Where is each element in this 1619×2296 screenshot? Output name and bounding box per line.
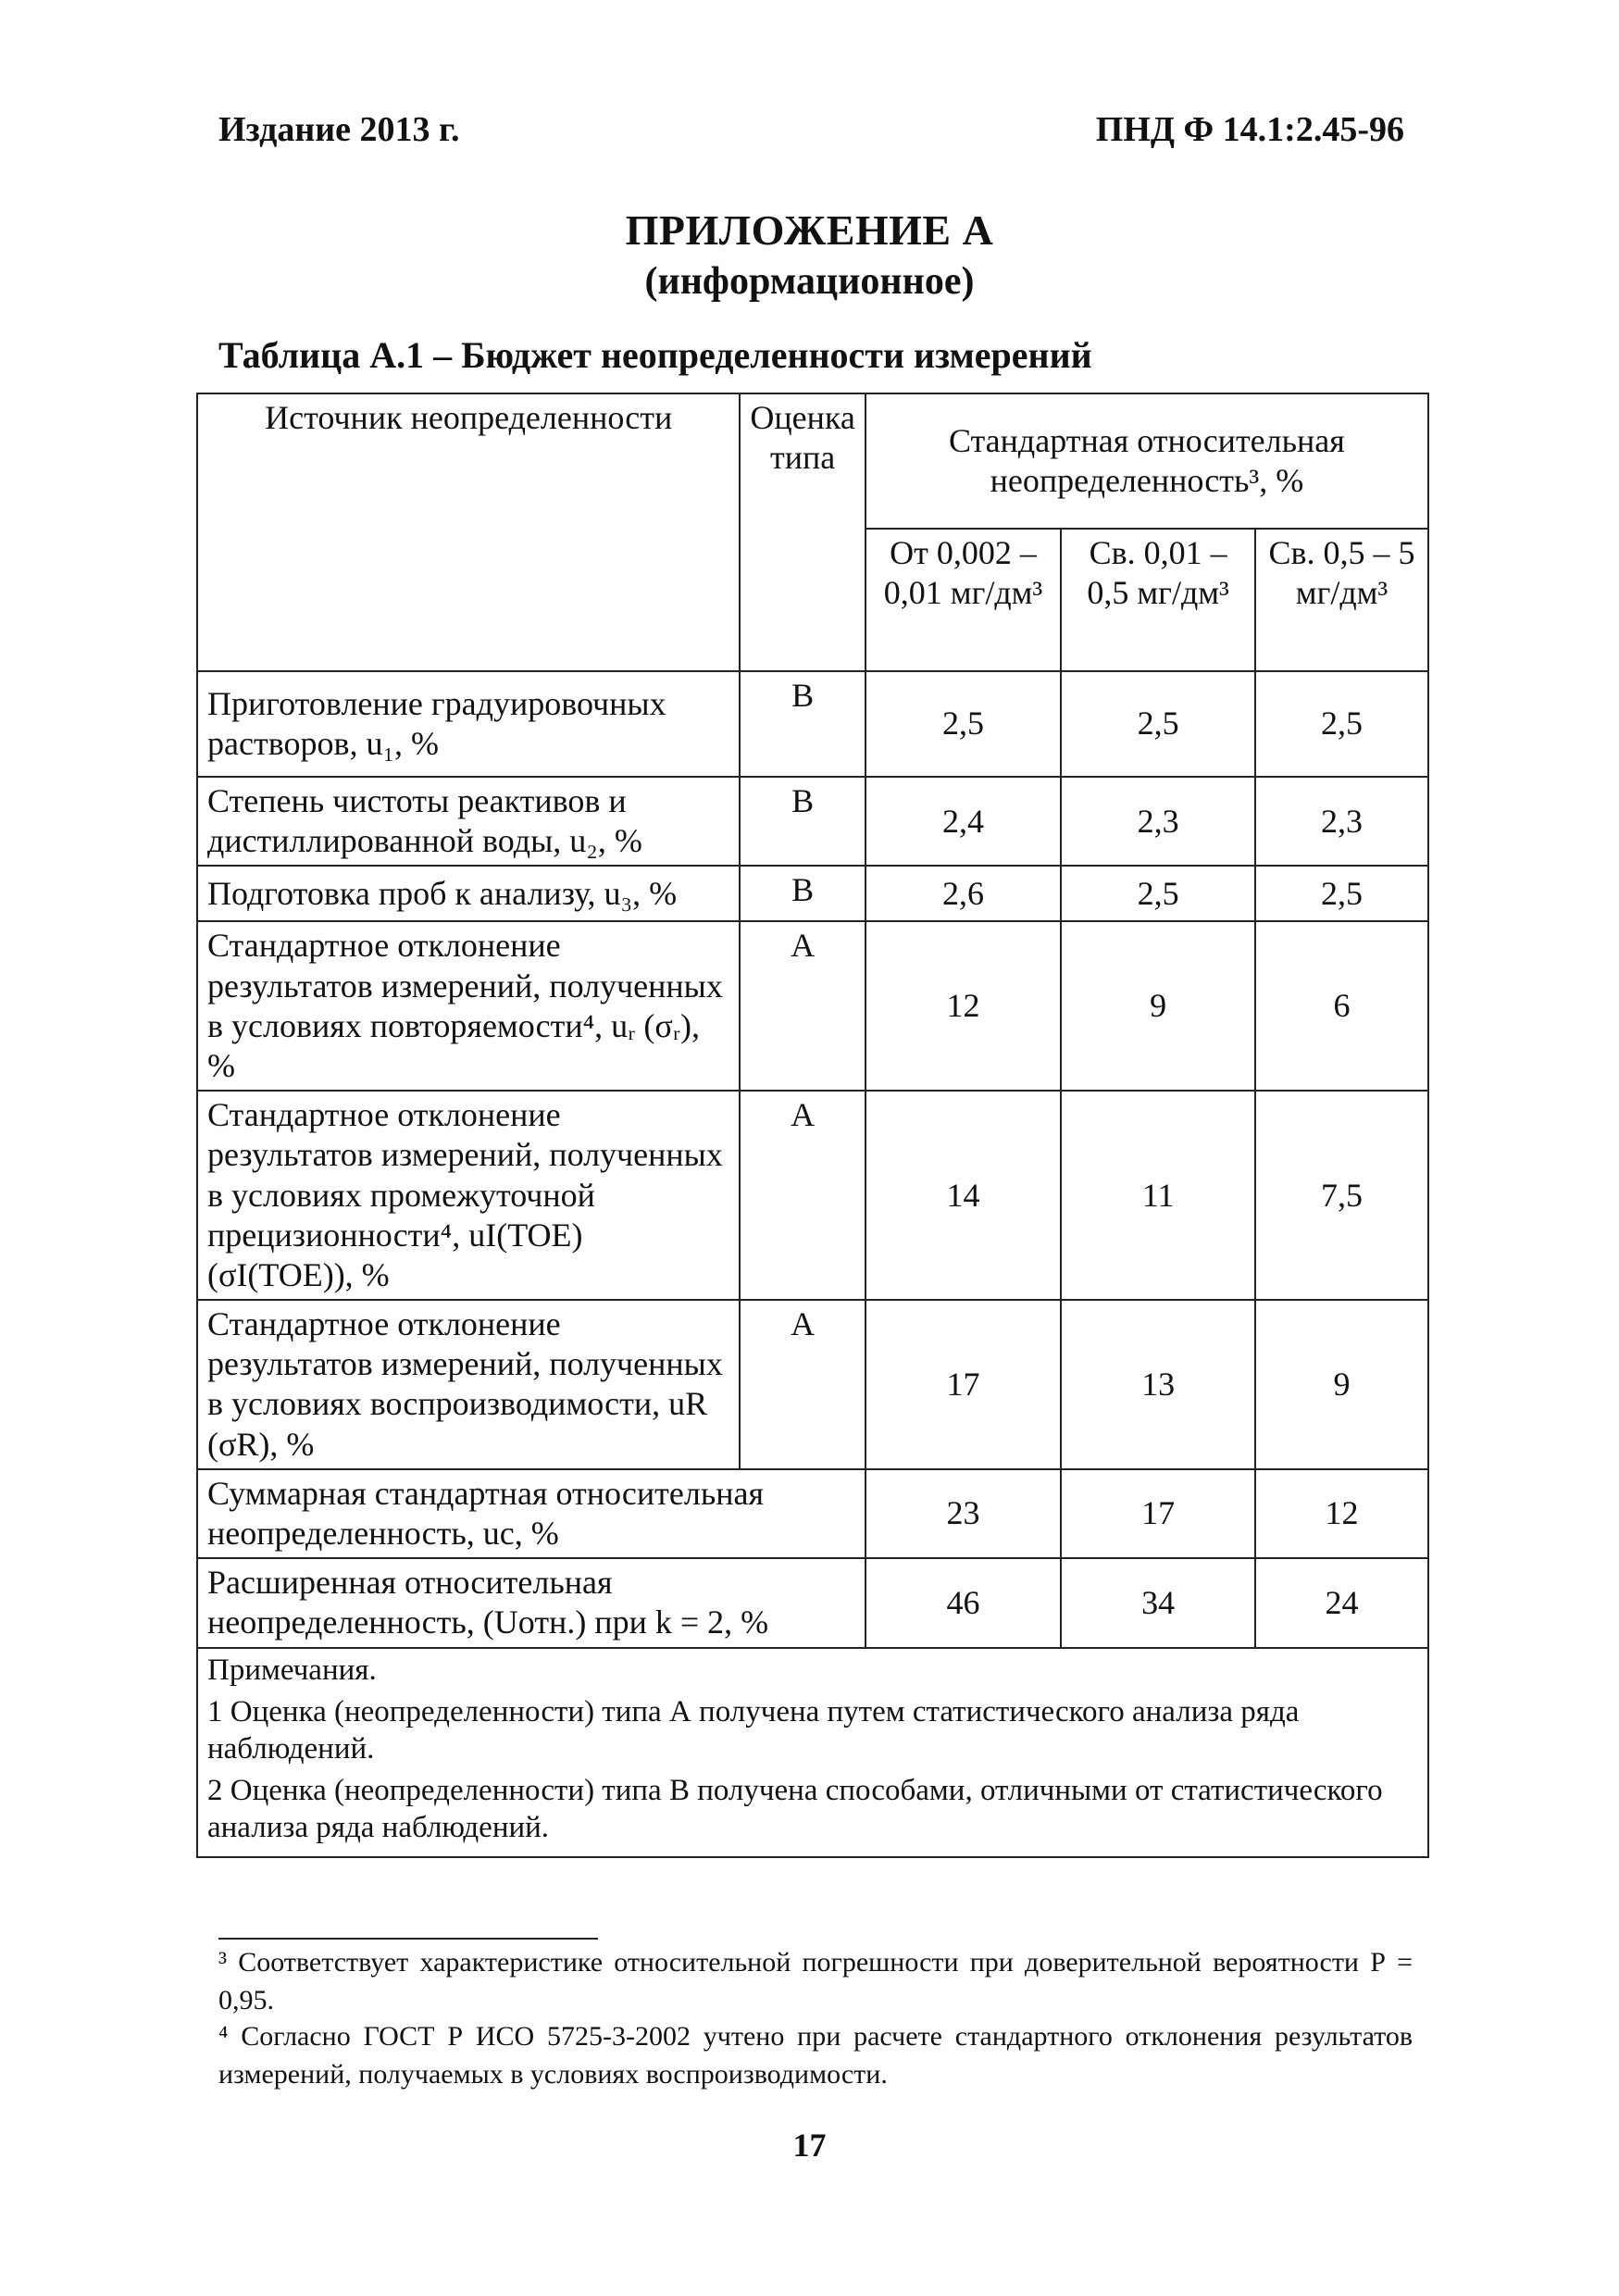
header-type: Оценка типа bbox=[740, 393, 865, 671]
range-header-2: Св. 0,01 – 0,5 мг/дм³ bbox=[1061, 529, 1255, 671]
appendix-title: ПРИЛОЖЕНИЕ А bbox=[625, 206, 994, 254]
table-row bbox=[197, 777, 1428, 866]
summary-row bbox=[197, 1469, 1428, 1558]
summary-value: 34 bbox=[1061, 1558, 1255, 1647]
table-header-row bbox=[197, 393, 1428, 529]
row-source: Стандартное отклонение результатов измерений, полученных в условиях повторяемости⁴, uᵣ (σᵣ), % bbox=[197, 921, 740, 1091]
row-value: 2,5 bbox=[1255, 671, 1428, 777]
row-type: А bbox=[740, 1091, 865, 1300]
table-row bbox=[197, 1091, 1428, 1300]
range-header-3: Св. 0,5 – 5 мг/дм³ bbox=[1255, 529, 1428, 671]
row-type: В bbox=[740, 671, 865, 777]
row-source: Степень чистоты реактивов и дистиллированной воды, u₂, % bbox=[197, 777, 740, 866]
row-value: 7,5 bbox=[1255, 1091, 1428, 1300]
row-value: 6 bbox=[1255, 921, 1428, 1091]
row-value: 2,4 bbox=[866, 777, 1061, 866]
row-type: В bbox=[740, 866, 865, 921]
page-number: 17 bbox=[792, 2127, 827, 2164]
range-header-1: От 0,002 – 0,01 мг/дм³ bbox=[866, 529, 1061, 671]
summary-value: 23 bbox=[866, 1469, 1061, 1558]
document-code: ПНД Ф 14.1:2.45-96 bbox=[1095, 110, 1404, 149]
row-source: Приготовление градуировочных растворов, u₁, % bbox=[197, 671, 740, 777]
summary-value: 46 bbox=[866, 1558, 1061, 1647]
row-type: А bbox=[740, 1300, 865, 1469]
row-value: 13 bbox=[1061, 1300, 1255, 1469]
row-type: А bbox=[740, 921, 865, 1091]
row-value: 12 bbox=[866, 921, 1061, 1091]
footnote-3: ³ Соответствует характеристике относительной погрешности при доверительной вероятности Р = 0,95. bbox=[218, 1947, 1413, 2015]
row-value: 2,5 bbox=[1255, 866, 1428, 921]
footnote-4: ⁴ Согласно ГОСТ Р ИСО 5725-3-2002 учтено при расчете стандартного отклонения результатов измерений, получаемых в условиях воспроизводимости. bbox=[218, 2021, 1413, 2090]
summary-value: 17 bbox=[1061, 1469, 1255, 1558]
summary-source: Суммарная стандартная относительная неопределенность, uc, % bbox=[197, 1469, 866, 1558]
note-item: 1 Оценка (неопределенности) типа А получена путем статистического анализа ряда наблюдений. bbox=[207, 1695, 1300, 1766]
row-value: 2,5 bbox=[1061, 866, 1255, 921]
summary-value: 24 bbox=[1255, 1558, 1428, 1647]
summary-value: 12 bbox=[1255, 1469, 1428, 1558]
row-source: Стандартное отклонение результатов измерений, полученных в условиях воспроизводимости, uR (σR), % bbox=[197, 1300, 740, 1469]
table-caption: Таблица А.1 – Бюджет неопределенности измерений bbox=[218, 334, 1092, 376]
summary-row bbox=[197, 1558, 1428, 1647]
row-value: 2,5 bbox=[1061, 671, 1255, 777]
note-item: 2 Оценка (неопределенности) типа В получена способами, отличными от статистического анализа ряда наблюдений. bbox=[207, 1774, 1383, 1844]
table-row bbox=[197, 1300, 1428, 1469]
row-value: 2,3 bbox=[1255, 777, 1428, 866]
edition-label: Издание 2013 г. bbox=[218, 110, 460, 149]
row-value: 9 bbox=[1255, 1300, 1428, 1469]
row-value: 2,5 bbox=[866, 671, 1061, 777]
row-type: В bbox=[740, 777, 865, 866]
table-row bbox=[197, 921, 1428, 1091]
row-source: Стандартное отклонение результатов измерений, полученных в условиях промежуточной прецизионности⁴, uI(TOE) (σI(TOE)), % bbox=[197, 1091, 740, 1300]
table-notes bbox=[197, 1648, 1428, 1857]
header-source: Источник неопределенности bbox=[197, 393, 740, 671]
row-value: 11 bbox=[1061, 1091, 1255, 1300]
appendix-subtitle: (информационное) bbox=[644, 260, 975, 303]
row-value: 9 bbox=[1061, 921, 1255, 1091]
row-value: 2,6 bbox=[866, 866, 1061, 921]
footnote-separator bbox=[218, 1938, 598, 1940]
summary-source: Расширенная относительная неопределенность, (Uотн.) при k = 2, % bbox=[197, 1558, 866, 1647]
notes-row bbox=[197, 1648, 1428, 1857]
header-standard-uncertainty: Стандартная относительная неопределенность³, % bbox=[866, 393, 1428, 529]
row-value: 14 bbox=[866, 1091, 1061, 1300]
uncertainty-budget-table bbox=[196, 393, 1429, 1858]
notes-heading: Примечания. bbox=[207, 1653, 377, 1687]
table-row bbox=[197, 671, 1428, 777]
row-value: 17 bbox=[866, 1300, 1061, 1469]
row-source: Подготовка проб к анализу, u₃, % bbox=[197, 866, 740, 921]
table-row bbox=[197, 866, 1428, 921]
row-value: 2,3 bbox=[1061, 777, 1255, 866]
